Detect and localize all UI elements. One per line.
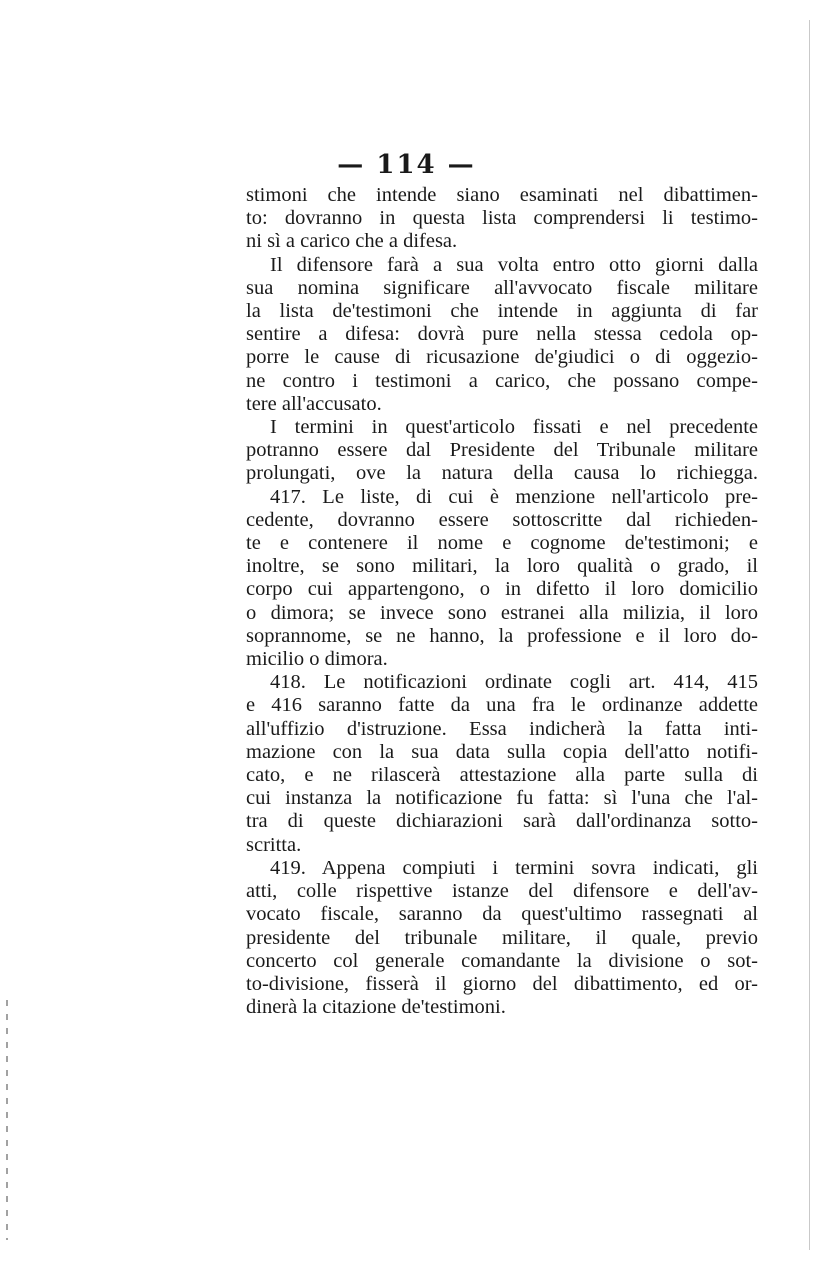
text-line: vocato fiscale, saranno da quest'ultimo rassegnati al [246,903,758,926]
text-line: presidente del tribunale militare, il quale, previo [246,926,758,949]
text-line: te e contenere il nome e cognome de'testimoni; e [246,532,758,555]
text-line: cui instanza la notificazione fu fatta: sì l'una che l'al- [246,787,758,810]
text-line: corpo cui appartengono, o in difetto il loro domicilio [246,578,758,601]
text-line: porre le cause di ricusazione de'giudici o di oggezio- [246,346,758,369]
text-line: la lista de'testimoni che intende in aggiunta di far [246,300,758,323]
text-line: o dimora; se invece sono estranei alla milizia, il loro [246,601,758,624]
page-edge-line [809,20,810,1250]
text-line: scritta. [246,833,302,856]
text-line: soprannome, se ne hanno, la professione e il loro do- [246,624,758,647]
text-line: stimoni che intende siano esaminati nel dibattimen- [246,184,758,206]
text-line: dinerà la citazione de'testimoni. [246,996,506,1019]
page-number: — 114 — [337,150,476,180]
binding-edge-marks [6,1000,8,1240]
text-line: cedente, dovranno essere sottoscritte dal richieden- [246,508,758,531]
text-line: 418. Le notificazioni ordinate cogli art. 414, 415 [270,671,758,694]
text-line: to: dovranno in questa lista comprendersi li testimo- [246,207,758,230]
text-line: e 416 saranno fatte da una fra le ordinanze addette [246,694,758,717]
text-line: 419. Appena compiuti i termini sovra indicati, gli [270,856,758,879]
text-line: atti, colle rispettive istanze del difensore e dell'av- [246,880,758,903]
text-line: cato, e ne rilascerà attestazione alla parte sulla di [246,764,758,787]
text-line: concerto col generale comandante la divisione o sot- [246,949,758,972]
text-line: potranno essere dal Presidente del Tribunale militare [246,439,758,462]
text-line: 417. Le liste, di cui è menzione nell'articolo pre- [270,485,758,508]
body-text [246,184,758,1019]
text-line: ni sì a carico che a difesa. [246,230,458,253]
text-line: Il difensore farà a sua volta entro otto giorni dalla [270,253,758,276]
text-line: ne contro i testimoni a carico, che possano compe- [246,369,758,392]
text-line: prolungati, ove la natura della causa lo richiegga. [246,462,758,485]
text-line: micilio o dimora. [246,648,388,671]
text-line: all'uffizio d'istruzione. Essa indicherà la fatta inti- [246,717,758,740]
text-line: sentire a difesa: dovrà pure nella stessa cedola op- [246,323,758,346]
text-line: inoltre, se sono militari, la loro qualità o grado, il [246,555,758,578]
text-line: tra di queste dichiarazioni sarà dall'ordinanza sotto- [246,810,758,833]
text-line: tere all'accusato. [246,392,382,415]
text-line: to-divisione, fisserà il giorno del dibattimento, ed or- [246,972,758,995]
text-line: mazione con la sua data sulla copia dell'atto notifi- [246,740,758,763]
text-line: I termini in quest'articolo fissati e nel precedente [270,416,758,439]
text-line: sua nomina significare all'avvocato fiscale militare [246,276,758,299]
